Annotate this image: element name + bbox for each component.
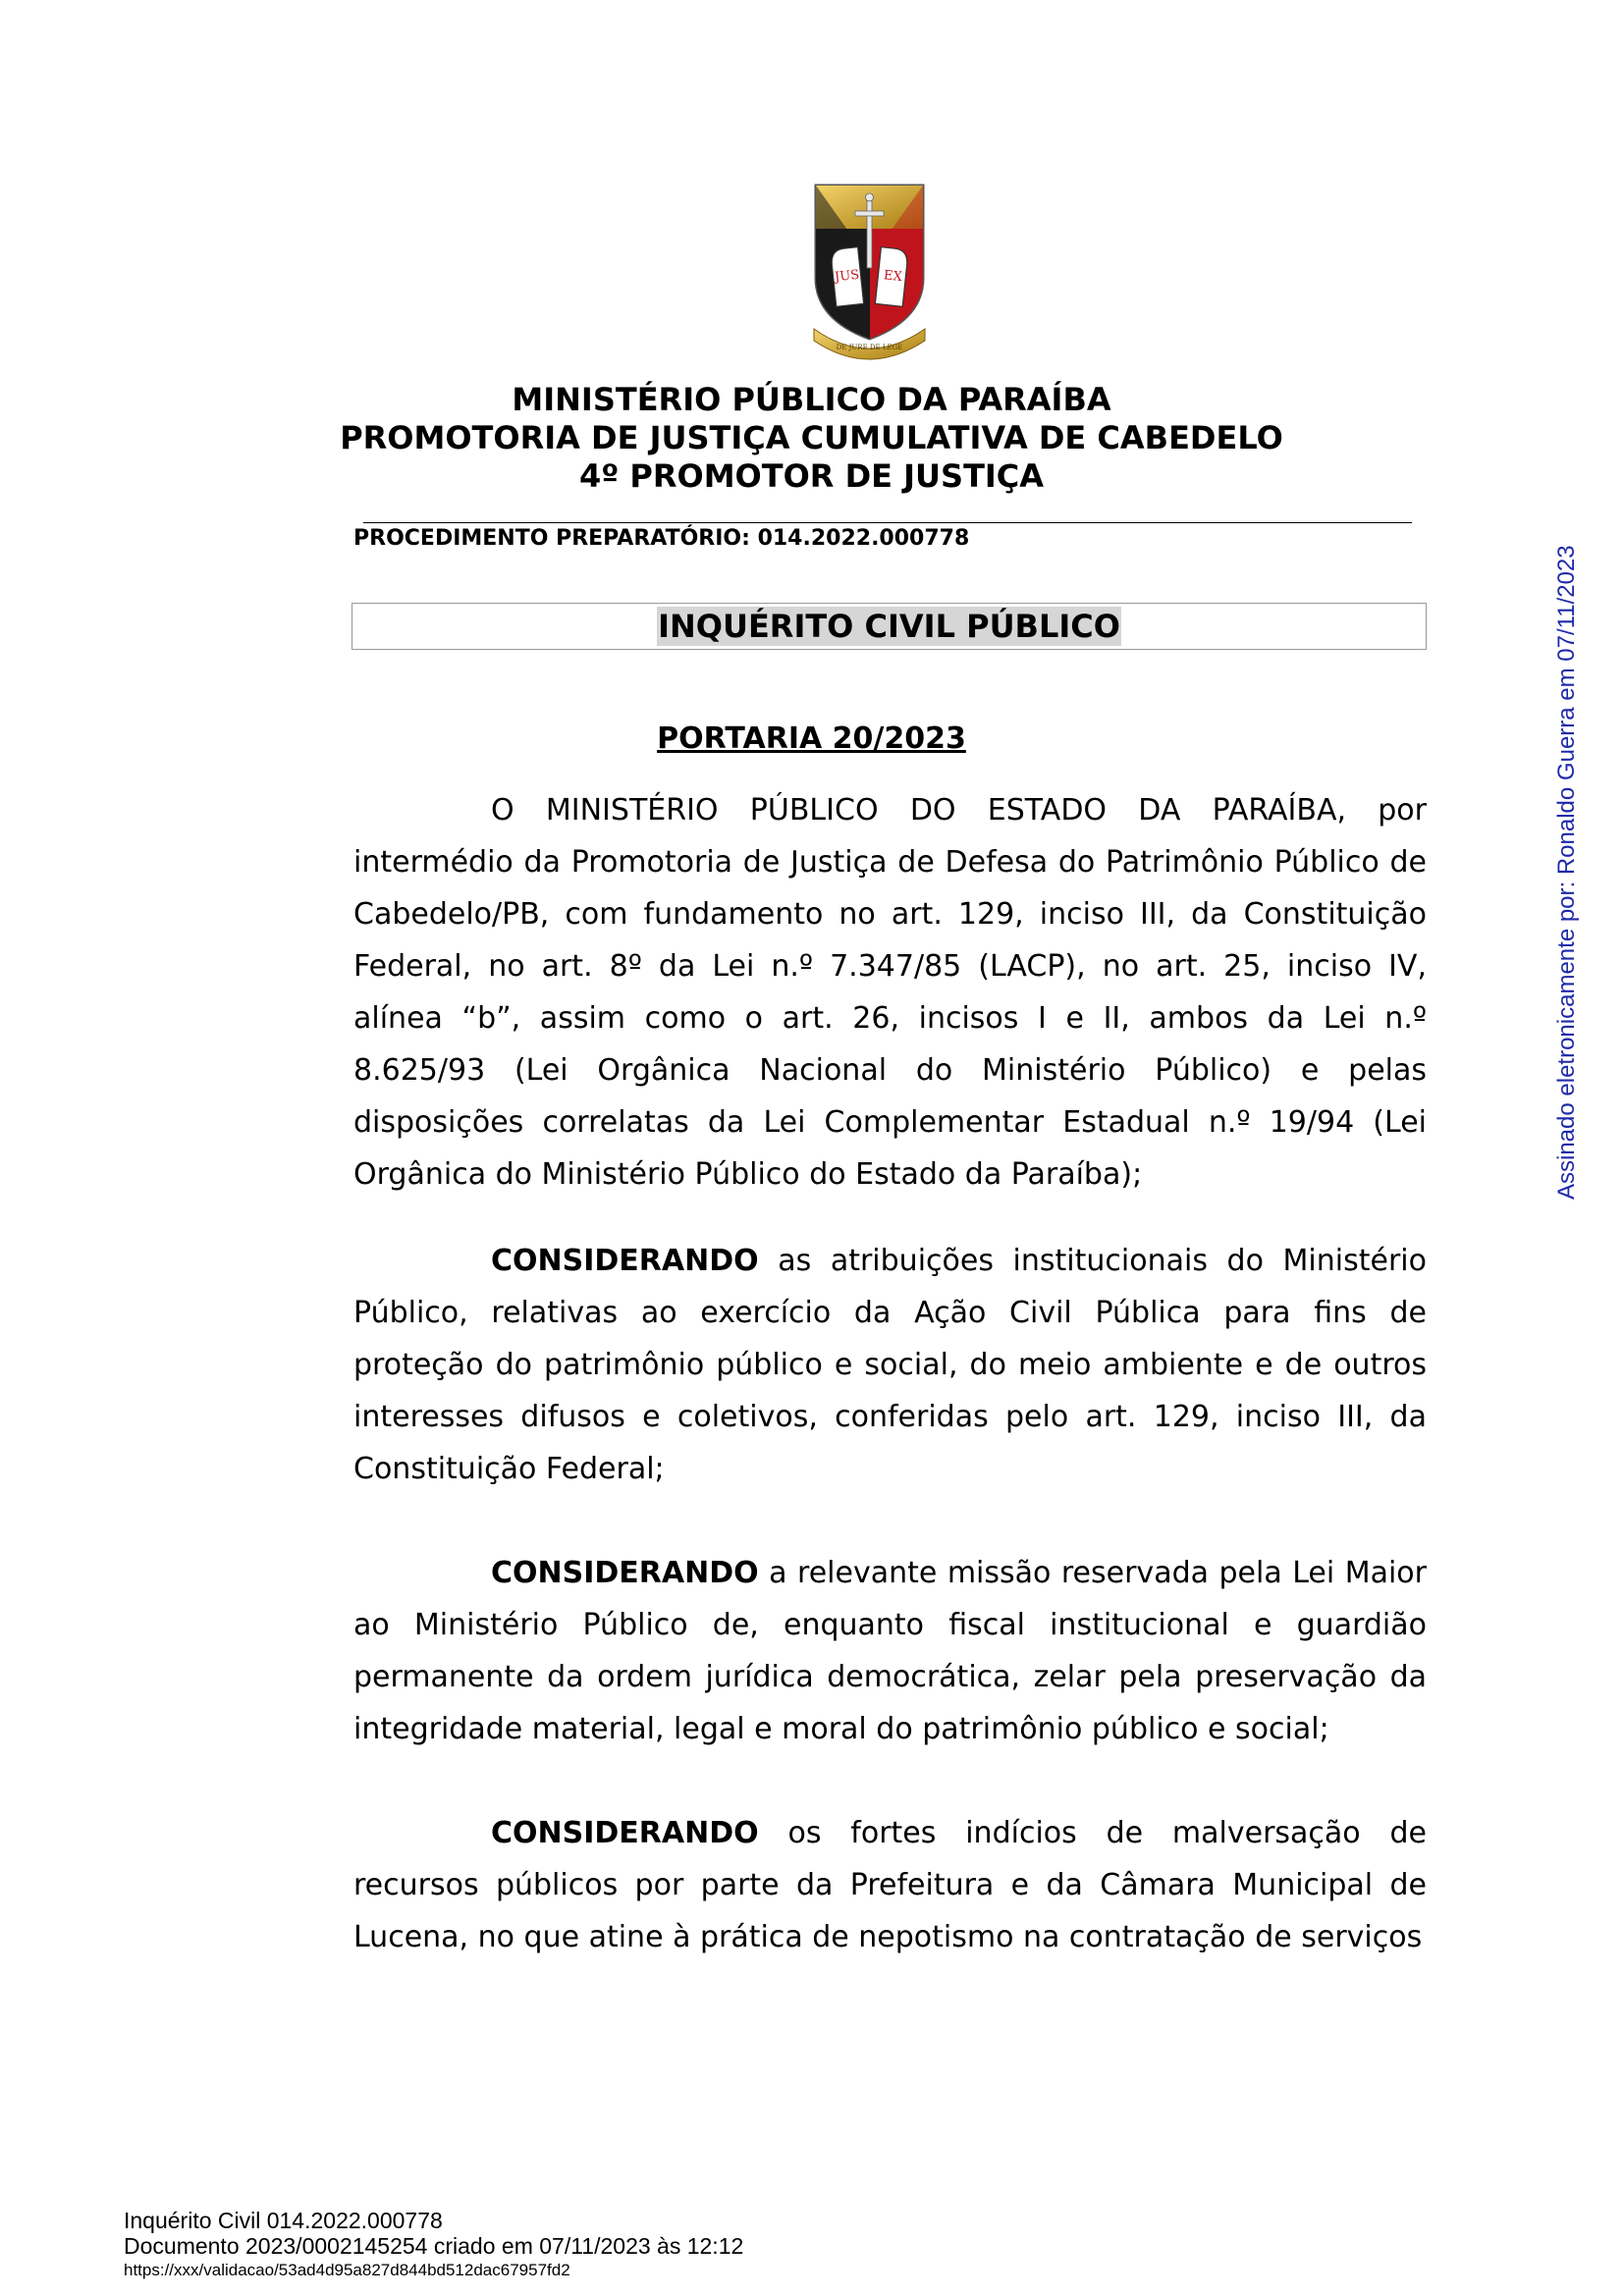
considerando-text-1: as atribuições institucionais do Ministério Público, relativas ao exercício da Ação Civil Pública para fins de proteção do patrimônio público e social, do meio ambiente e de outros interesses difusos e coletivos, conferidas pelo art. 129, inciso III, da Constituição Federal; (353, 1244, 1427, 1486)
svg-text:DE JURE DE LEGE: DE JURE DE LEGE (836, 344, 903, 351)
document-type-box (352, 603, 1427, 650)
electronic-signature-note: Assinado eletronicamente por: Ronaldo Guerra em 07/11/2023 (1553, 545, 1580, 1200)
footer-documento: Documento 2023/0002145254 criado em 07/11/2023 às 12:12 (124, 2233, 744, 2259)
considerando-label: CONSIDERANDO (491, 1556, 759, 1590)
considerando-text-3: os fortes indícios de malversação de recursos públicos por parte da Prefeitura e da Câmara Municipal de Lucena, no que atine à prática de nepotismo na contratação de serviços (353, 1816, 1427, 1954)
intro-text: O MINISTÉRIO PÚBLICO DO ESTADO DA PARAÍBA, por intermédio da Promotoria de Justiça de Defesa do Patrimônio Público de Cabedelo/PB, com fundamento no art. 129, inciso III, da Constituição Federal, no art. 8º da Lei n.º 7.347/85 (LACP), no art. 25, inciso IV, alínea “b”, assim como o art. 26, incisos I e II, ambos da Lei n.º 8.625/93 (Lei Orgânica Nacional do Ministério Público) e pelas disposições correlatas da Lei Complementar Estadual n.º 19/94 (Lei Orgânica do Ministério Público do Estado da Paraíba); (353, 793, 1427, 1192)
document-type-label: INQUÉRITO CIVIL PÚBLICO (658, 608, 1120, 645)
header-institution: MINISTÉRIO PÚBLICO DA PARAÍBA (512, 381, 1111, 418)
considerando-label: CONSIDERANDO (491, 1816, 759, 1850)
considerando-paragraph-3 (353, 1807, 1427, 1963)
procedimento-number: PROCEDIMENTO PREPARATÓRIO: 014.2022.000778 (353, 526, 970, 551)
considerando-paragraph-2 (353, 1547, 1427, 1755)
header-promotoria: PROMOTORIA DE JUSTIÇA CUMULATIVA DE CABEDELO (340, 419, 1283, 456)
considerando-text-2: a relevante missão reservada pela Lei Maior ao Ministério Público de, enquanto fiscal institucional e guardião permanente da ordem jurídica democrática, zelar pela preservação da integridade material, legal e moral do patrimônio público e social; (353, 1556, 1427, 1746)
intro-paragraph (353, 784, 1427, 1201)
considerando-paragraph-1 (353, 1235, 1427, 1495)
footer-validation-url: https://xxx/validacao/53ad4d95a827d844bd512dac67957fd2 (124, 2261, 570, 2279)
coat-of-arms-emblem (808, 182, 931, 360)
portaria-title: PORTARIA 20/2023 (657, 721, 966, 756)
svg-text:EX: EX (883, 268, 903, 286)
header-promotor: 4º PROMOTOR DE JUSTIÇA (578, 457, 1045, 495)
footer-inquerito: Inquérito Civil 014.2022.000778 (124, 2208, 443, 2233)
considerando-label: CONSIDERANDO (491, 1244, 759, 1278)
svg-text:JUS: JUS (834, 267, 860, 286)
header-divider (363, 522, 1412, 523)
